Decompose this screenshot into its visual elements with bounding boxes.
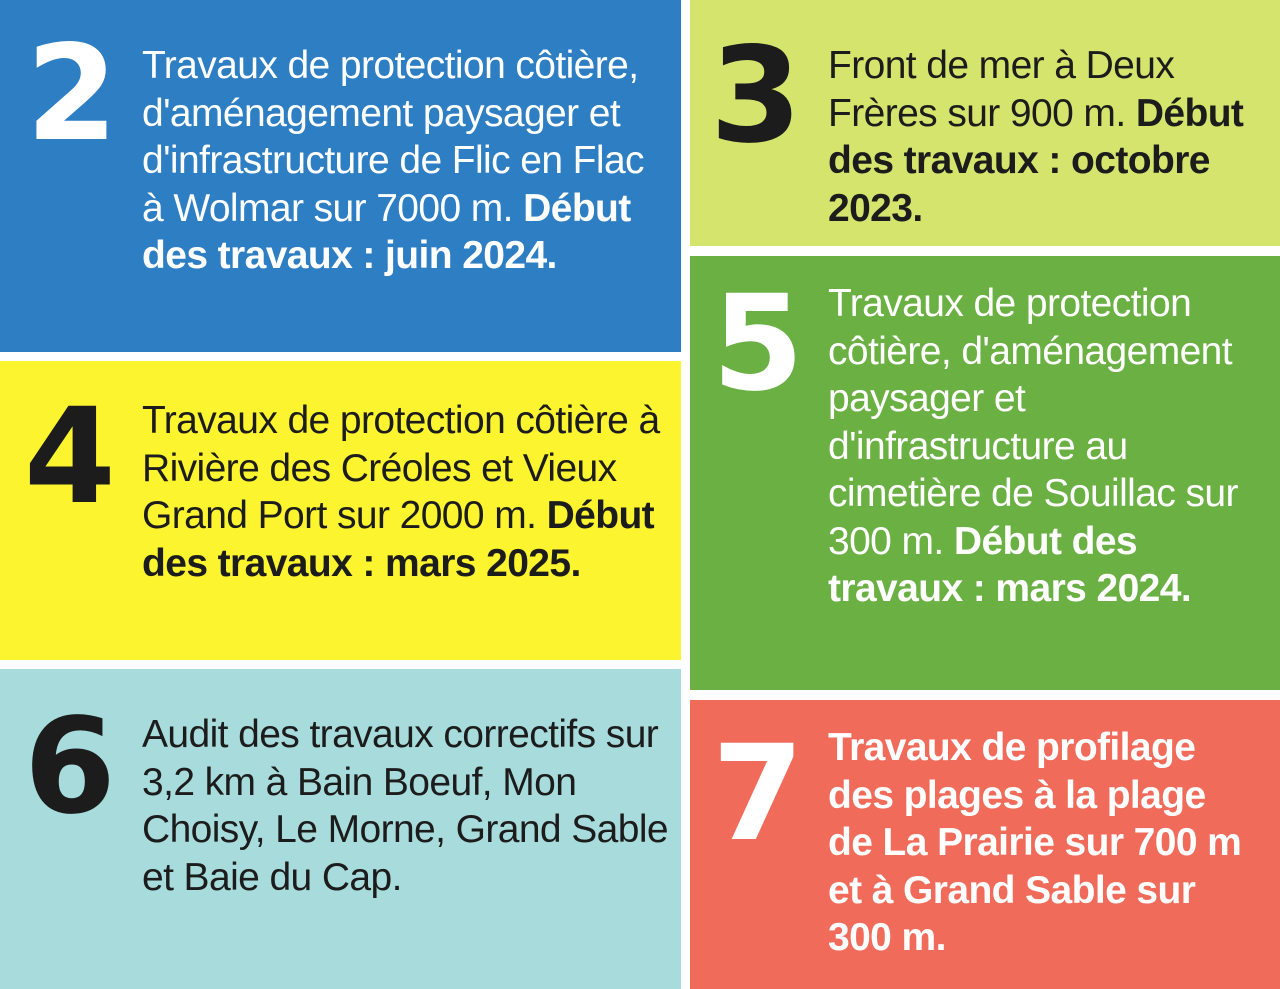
project-card-7	[690, 700, 1280, 989]
project-number: 6	[24, 690, 112, 844]
project-text: Front de mer à Deux Frères sur 900 m.	[828, 44, 1175, 135]
project-text: Travaux de protection côtière, d'aménagement paysager et d'infrastructure au cimetière de Souillac sur 300 m.	[828, 282, 1238, 563]
project-number: 7	[712, 717, 800, 871]
project-description	[828, 280, 1258, 613]
project-description	[828, 42, 1268, 232]
project-start-date: Début des travaux : mars 2024.	[828, 519, 1192, 610]
project-text: Travaux de profilage des plages à la plage de La Prairie sur 700 m et à Grand Sable sur 300 m.	[828, 726, 1242, 959]
project-number: 4	[24, 380, 112, 534]
project-number: 3	[710, 19, 798, 173]
project-card-4	[0, 361, 681, 660]
project-description	[142, 397, 672, 587]
project-text: Travaux de protection côtière, d'aménagement paysager et d'infrastructure de Flic en Flac à Wolmar sur 7000 m.	[142, 44, 644, 230]
project-start-date: Début des travaux : octobre 2023.	[828, 91, 1244, 230]
project-card-5	[690, 256, 1280, 690]
project-description	[828, 724, 1248, 962]
project-start-date: Début des travaux : mars 2025.	[142, 494, 655, 585]
project-text: Audit des travaux correctifs sur 3,2 km à Bain Boeuf, Mon Choisy, Le Morne, Grand Sable et Baie du Cap.	[142, 713, 668, 899]
project-number: 2	[26, 17, 114, 171]
project-description	[142, 42, 672, 280]
project-start-date: Début des travaux : juin 2024.	[142, 186, 631, 277]
project-description	[142, 711, 672, 901]
project-card-2	[0, 0, 681, 352]
project-card-3	[690, 0, 1280, 246]
project-number: 5	[712, 267, 800, 421]
project-text: Travaux de protection côtière à Rivière des Créoles et Vieux Grand Port sur 2000 m.	[142, 399, 660, 537]
project-card-6	[0, 669, 681, 989]
